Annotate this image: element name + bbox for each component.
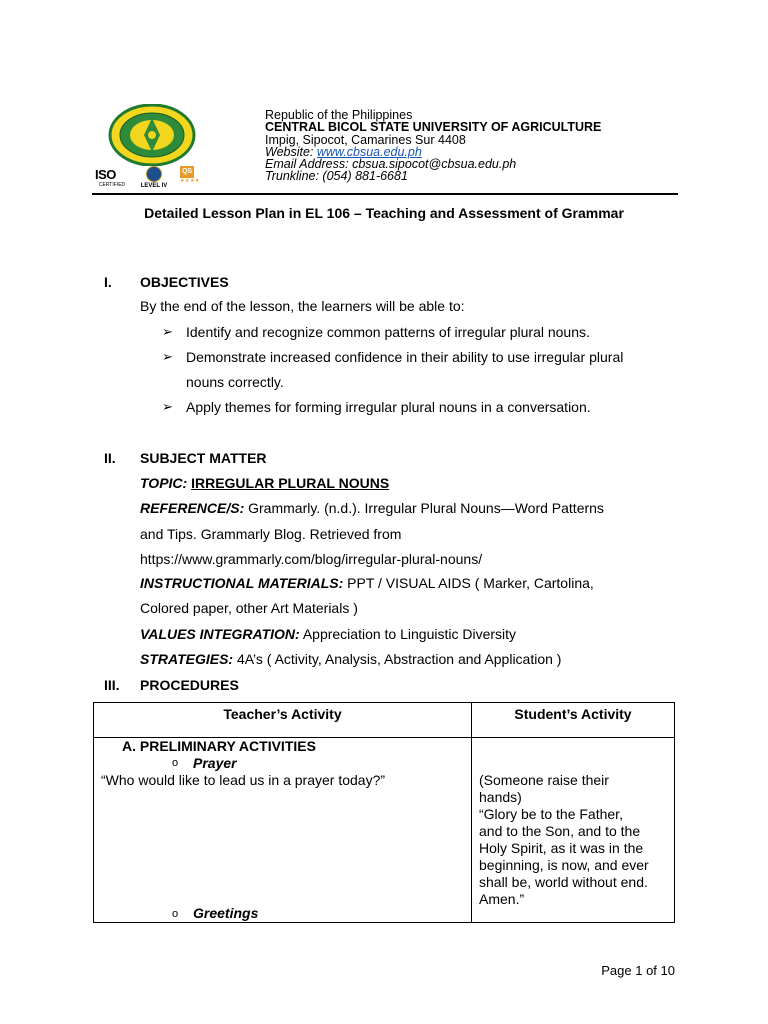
reference-url[interactable]: https://www.grammarly.com/blog/irregular-plural-nouns/ [140,551,483,567]
objectives-intro: By the end of the lesson, the learners will be able to: [140,298,465,314]
website-link[interactable]: www.cbsua.edu.ph [316,145,422,159]
strategies-line: STRATEGIES: 4A’s ( Activity, Analysis, Abstraction and Application ) [140,651,562,667]
objectives-heading: OBJECTIVES [140,274,229,290]
objectives-number: I. [104,274,112,290]
student-activity-header: Student’s Activity [514,706,632,722]
subject-matter-number: II. [104,450,116,466]
topic-line: TOPIC: IRREGULAR PLURAL NOUNS [140,475,390,491]
objective-item-continued: nouns correctly. [186,374,284,390]
objective-item: Demonstrate increased confidence in their ability to use irregular plural [186,349,624,365]
header-address: Impig, Sipocot, Camarines Sur 4408 [265,133,466,147]
prayer-label: Prayer [193,755,237,771]
reference-line-2: and Tips. Grammarly Blog. Retrieved from [140,526,402,542]
preliminary-activities-heading: A. PRELIMINARY ACTIVITIES [122,738,316,754]
table-column-divider [471,702,472,923]
teacher-activity-header: Teacher’s Activity [223,706,342,722]
values-line: VALUES INTEGRATION: Appreciation to Linguistic Diversity [140,626,517,642]
header-email: Email Address: cbsua.sipocot@cbsua.edu.ph [265,157,517,171]
header-republic: Republic of the Philippines [265,108,413,122]
topic-value: IRREGULAR PLURAL NOUNS [191,475,390,491]
iso-certified-badge: ISO CERTIFIED [95,167,126,188]
sub-bullet-icon: o [172,757,179,769]
reference-line: REFERENCE/S: Grammarly. (n.d.). Irregular Plural Nouns—Word Patterns [140,500,604,516]
procedures-number: III. [104,677,120,693]
student-prayer-response: (Someone raise their hands) “Glory be to the Father, and to the Son, and to the Holy Spirit, as it was in the beginning, is now, and ever shall be, world without end. Amen.” [479,772,649,907]
header-trunkline: Trunkline: (054) 881-6681 [265,169,408,183]
header-website: Website: www.cbsua.edu.ph [265,145,422,159]
accreditation-level-badge: LEVEL IV [137,166,171,192]
header-divider [92,193,678,195]
objective-item: Apply themes for forming irregular plural nouns in a conversation. [186,399,591,415]
procedures-heading: PROCEDURES [140,677,239,693]
sub-bullet-icon: o [172,908,179,920]
document-title: Detailed Lesson Plan in EL 106 – Teaching and Assessment of Grammar [144,205,624,221]
objective-item: Identify and recognize common patterns of irregular plural nouns. [186,324,590,340]
materials-line-2: Colored paper, other Art Materials ) [140,600,358,616]
header-university-name: CENTRAL BICOL STATE UNIVERSITY OF AGRICULTURE [265,120,602,134]
university-seal-logo [108,104,196,166]
stars-icon: ★★★★ [180,178,200,184]
bullet-icon: ➢ [162,349,173,364]
bullet-icon: ➢ [162,399,173,414]
qs-stars-badge: QS ★★★★ [180,166,220,192]
materials-line: INSTRUCTIONAL MATERIALS: PPT / VISUAL AIDS ( Marker, Cartolina, [140,575,594,591]
bullet-icon: ➢ [162,324,173,339]
accreditation-seal-icon [146,166,162,182]
page-number: Page 1 of 10 [601,963,675,978]
subject-matter-heading: SUBJECT MATTER [140,450,267,466]
greetings-label: Greetings [193,905,259,921]
prayer-question: “Who would like to lead us in a prayer today?” [101,772,386,788]
